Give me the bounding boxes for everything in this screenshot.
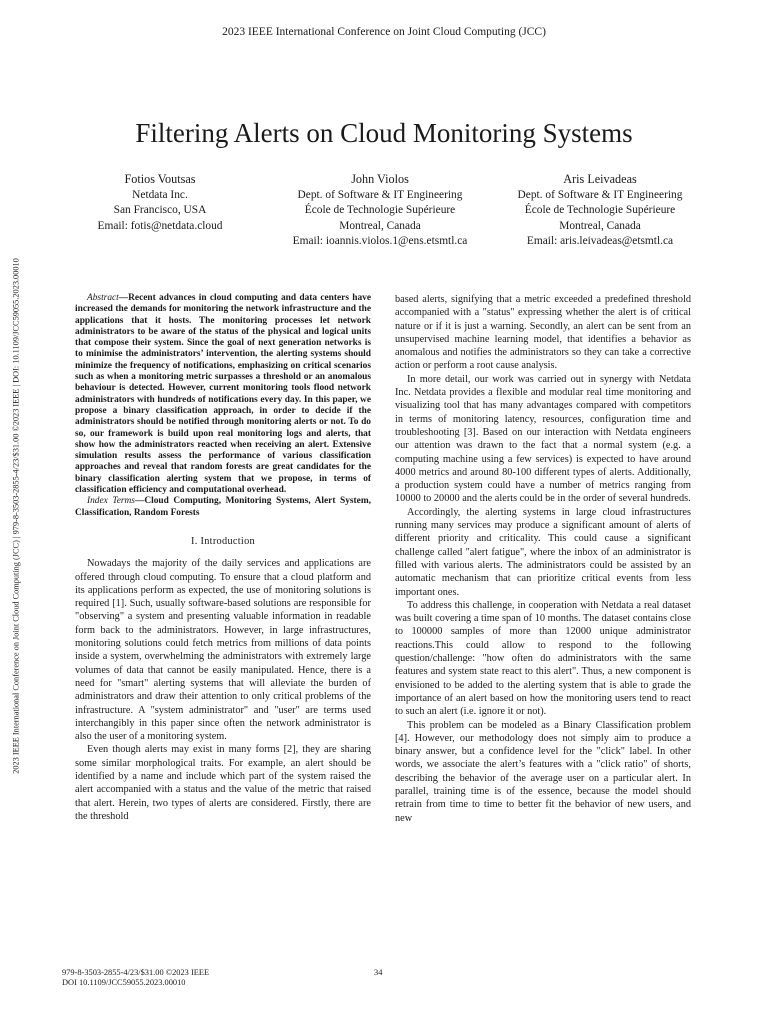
body-paragraph: This problem can be modeled as a Binary Classification problem [4]. However, our methodology does not simply aim to produce a binary answer, but a confidence level for the "click" label. In other words, we associate the alert’s features with a "click ratio" of shorts, describing the behavior of the average user on a particular alert. In parallel, training time is of the essence, because the model should retrain from time to time to better fit the behavior of new users, and new — [395, 719, 691, 824]
body-paragraph: To address this challenge, in cooperation with Netdata a real dataset was built covering a time span of 10 months. The dataset contains close to 100000 samples of more than 12000 unique administrator reactions.This could allow to respond to the following question/challenge: "how often do administrators with the same features and system state react to this alert". Thus, a new component is envisioned to be added to the alerting system that is able to grade the importance of an alert based on how the monitoring users tend to react to such an alert (i.e. ignore it or not). — [395, 599, 691, 718]
author-name: John Violos — [351, 172, 409, 186]
author-email: Email: ioannis.violos.1@ens.etsmtl.ca — [292, 234, 468, 247]
author-name: Aris Leivadeas — [563, 172, 637, 186]
index-terms — [75, 496, 371, 519]
author-block — [50, 172, 710, 249]
page-footer — [62, 968, 706, 988]
footer-isbn: 979-8-3503-2855-4/23/$31.00 ©2023 IEEE — [62, 968, 210, 977]
side-doi-text: 2023 IEEE International Conference on Joint Cloud Computing (JCC) | 979-8-3503-2855-4/23/$31.00 ©2023 IEEE | DOI: 10.1109/JCC59055.2023.00010 — [11, 258, 21, 774]
body-paragraph: Accordingly, the alerting systems in large cloud infrastructures running many services may produce a significant amount of alerts of different priority and criticality. This could cause a significant challenge called "alert fatigue", where the inbox of an administrator is filled with various alerts. The administrators could be assisted by an automatic mechanism that can prioritize critical events from less important ones. — [395, 506, 691, 598]
body-paragraph: Nowadays the majority of the daily services and applications are offered through cloud computing. To ensure that a cloud platform and its applications perform as expected, the use of monitoring solutions is required [1]. Such, usually software-based solutions are responsible for "observing" a system and presenting valuable information in readable form back to the administrators. However, in large infrastructures, monitoring solutions could fetch metrics from millions of data points inside a system, overwhelming the administrators with extremely large volumes of data that cannot be easily manipulated. Hence, there is a need for "smart" alerting systems that will alleviate the burden of administrators and draw their attention to only critical problems of the infrastructure. A "system administrator" and "user" are terms used interchangibly in this paper since often the network administrator is also the user of a monitoring system. — [75, 558, 371, 743]
author-email: Email: aris.leivadeas@etsmtl.ca — [526, 234, 674, 247]
author-department: Dept. of Software & IT Engineering — [517, 189, 683, 202]
author-affiliation: Netdata Inc. — [132, 189, 188, 202]
author-location: Montreal, Canada — [559, 219, 641, 232]
index-terms-text: —Cloud Computing, Monitoring Systems, Alert System, Classification, Random Forests — [75, 496, 371, 518]
author-location: San Francisco, USA — [113, 204, 207, 217]
abstract-text: —Recent advances in cloud computing and data centers have increased the demands for monitoring the network infrastructure and the applications that it hosts. The monitoring processes let network administrators to be aware of the status of the physical and logical units that compose their system. Since the goal of next generation networks is to minimise the administrators’ intervention, the alerting systems should minimize the frequency of notifications, emphasizing on critical scenarios such as when a monitoring metric surpasses a threshold or an anomalous behaviour is detected. However, current monitoring tools flood network administrators with hundreds of notifications every day. In this paper, we propose a binary classification approach, in order to decide if the administrators should be notified through monitoring alerts or not. To do so, our framework is build upon real monitoring logs and alerts, that show how the administrators reacted when receiving an alert. Extensive simulation results assess the performance of various classification approaches and reveal that random forests are great candidates for the binary classification alerting system that we propose, in terms of classification efficiency and computational overhead. — [75, 293, 371, 496]
right-column — [395, 293, 691, 825]
abstract-label: Abstract — [87, 293, 119, 303]
body-paragraph: In more detail, our work was carried out in synergy with Netdata Inc. Netdata provides a flexible and modular real time monitoring and visualizing tool that has many advantages compared with competitors in terms of monitoring latency, resources, configuration time and troubleshooting [3]. Based on our interaction with Netdata engineers our attention was drawn to the fact that a normal system (e.g. a computing machine using a few services) is expected to have around 4000 metrics and around 80-100 different types of alerts. Additionally, a production system could have a number of metrics ranging from 10000 to 20000 and the alerts could be in the order of several hundreds. — [395, 373, 691, 505]
body-paragraph: based alerts, signifying that a metric exceeded a predefined threshold accompanied with a "status" expressing whether the alert is of critical nature or if it is just a warning. Secondly, an alert can be sent from an unsupervised machine learning model, that identifies a behavior as anomalous and notifies the administrators so they can take a corrective action or perform a root cause analysis. — [395, 294, 691, 372]
page-number: 34 — [374, 968, 383, 977]
author-location: Montreal, Canada — [339, 219, 421, 232]
author-name: Fotios Voutsas — [124, 172, 196, 186]
author-3 — [490, 172, 710, 249]
section-heading: I. Introduction — [191, 535, 255, 547]
author-affiliation: École de Technologie Supérieure — [524, 204, 676, 217]
footer-doi: DOI 10.1109/JCC59055.2023.00010 — [62, 978, 186, 987]
abstract — [75, 293, 371, 496]
body-paragraph: Even though alerts may exist in many forms [2], they are sharing some similar morphological traits. For example, an alert should be identified by a name and include which part of the system raised the alert accompanied with a status and the value of the metric that raised that alert. Herein, two types of alerts are considered. Firstly, there are the threshold — [75, 744, 371, 822]
author-email: Email: fotis@netdata.cloud — [97, 219, 223, 232]
author-1 — [50, 172, 270, 249]
paper-title: Filtering Alerts on Cloud Monitoring Systems — [135, 118, 633, 148]
author-department: Dept. of Software & IT Engineering — [297, 189, 463, 202]
author-2 — [270, 172, 490, 249]
side-doi-stamp — [10, 192, 22, 840]
author-affiliation: École de Technologie Supérieure — [304, 204, 456, 217]
index-terms-label: Index Terms — [87, 496, 135, 507]
left-column — [75, 293, 371, 823]
conference-header: 2023 IEEE International Conference on Joint Cloud Computing (JCC) — [222, 26, 546, 38]
